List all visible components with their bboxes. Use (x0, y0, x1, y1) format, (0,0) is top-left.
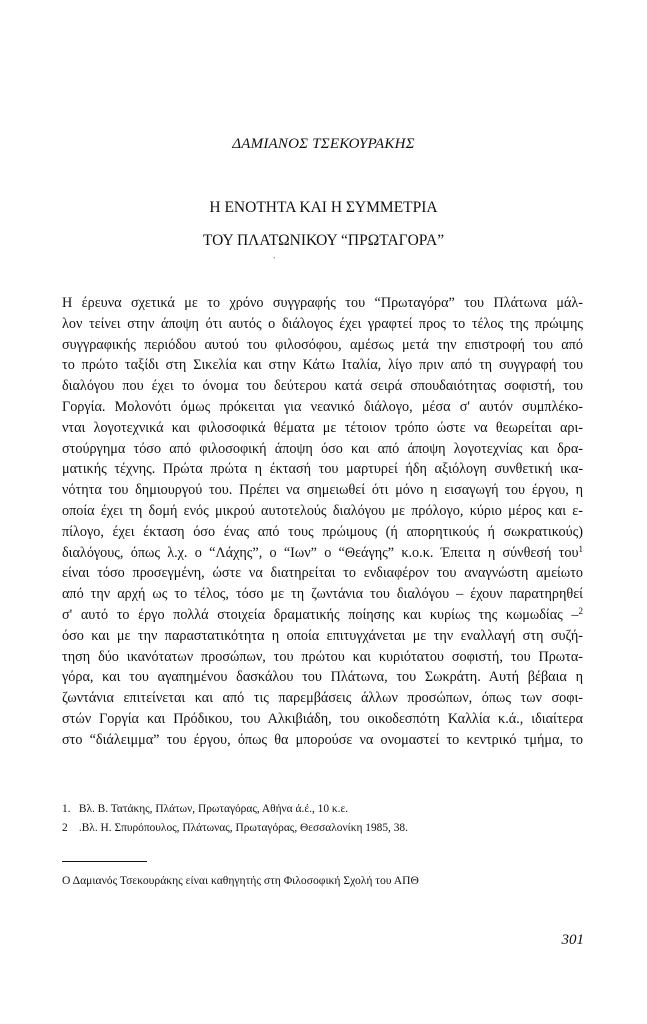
body-line-13-text: διαλόγους, όπως λ.χ. ο “Λάχης”, ο “Ιων” ο “Θεάγης” κ.ο.κ. Έπειτα η σύνθεσή του (62, 544, 579, 561)
body-text (62, 293, 583, 751)
footnote-1-number: 1. (62, 803, 71, 815)
footnote-ref-1: 1 (578, 543, 583, 554)
footnote-2-text: .Βλ. Η. Σπυρόπουλος, Πλάτωνας, Πρωταγόρας, Θεσσαλονίκη 1985, 38. (78, 822, 408, 834)
body-line-14: είναι τόσο προσεγμένη, ώστε να διατηρείται το ενδιαφέρον του αναγνώστη αμείωτο (62, 565, 583, 582)
body-line-20: ζωντάνια επιτείνεται και από τις παρεμβάσεις άλλων προσώπων, όπως των σοφι- (62, 690, 583, 707)
body-line-15: από την αρχή ως το τέλος, τόσο με τη ζωντάνια του διαλόγου – έχουν παρατηρηθεί (62, 586, 583, 603)
stray-mark: ` (273, 256, 276, 265)
body-line-18: τηση δύο ικανότατων προσώπων, του πρώτου και κυριότατου σοφιστή, του Πρωτα- (62, 648, 583, 665)
body-line-21: στών Γοργία και Πρόδικου, του Αλκιβιάδη, του οικοδεσπότη Καλλία κ.ά., ιδιαίτερα (62, 710, 583, 727)
footnote-ref-2: 2 (578, 605, 583, 616)
body-line-8: στούργημα τόσο από φιλοσοφική άποψη όσο και από άποψη λογοτεχνίας και δρα- (62, 440, 583, 457)
author-affiliation: Ο Δαμιανός Τσεκουράκης είναι καθηγητής στη Φιλοσοφική Σχολή του ΑΠΘ (62, 874, 419, 887)
body-line-1: Η έρευνα σχετικά με το χρόνο συγγραφής του “Πρωταγόρα” του Πλάτωνα μάλ- (62, 295, 583, 311)
footnote-1 (62, 800, 583, 819)
body-line-19: γόρα, και του αγαπημένου δασκάλου του Πλάτωνα, του Σωκράτη. Αυτή βέβαια η (62, 669, 583, 686)
footnote-2-number: 2 (62, 822, 68, 834)
article-title-line-2: ΤΟΥ ΠΛΑΤΩΝΙΚΟΥ “ΠΡΩΤΑΓΟΡΑ” (202, 232, 445, 249)
body-line-12: πίλογο, έχει έκταση όσο ένας από τους πρώιμους (ή απορητικούς ή σωκρατικούς) (62, 523, 583, 540)
body-line-4: το πρώτο ταξίδι στη Σικελία και στην Κάτω Ιταλία, λίγο πριν από τη συγγραφή του (62, 357, 583, 374)
footnote-divider (62, 861, 147, 862)
body-line-7: νται λογοτεχνικά και φιλοσοφικά θέματα με τέτοιον τρόπο ώστε να θεωρείται αρι- (62, 419, 583, 436)
body-line-10: νότητα του δημιουργού του. Πρέπει να σημειωθεί ότι μόνο η εισαγωγή του έργου, η (62, 482, 583, 499)
body-line-22: στο “διάλειμμα” του έργου, όπως θα μπορούσε να ονομαστεί το κεντρικό τμήμα, το (62, 731, 583, 748)
footnotes (62, 800, 583, 838)
body-line-5: διαλόγου που έχει το όνομα του δεύτερου κατά σειρά σπουδαιότητας σοφιστή, του (62, 378, 583, 395)
body-line-13 (62, 543, 583, 564)
body-line-17: όσο και με την παραστατικότητα η οποία επιτυγχάνεται με την εναλλαγή στη συζή- (62, 627, 583, 644)
body-line-9: ματικής τέχνης. Πρώτα πρώτα η έκτασή του μαρτυρεί ήδη αξιόλογη συνθετική ικα- (62, 461, 583, 478)
body-line-2: λον τείνει στην άποψη ότι αυτός ο διάλογος έχει γραφτεί προς το τέλος της πρώιμης (62, 315, 583, 332)
author-name: ΔΑΜΙΑΝΟΣ ΤΣΕΚΟΥΡΑΚΗΣ (232, 136, 415, 152)
footnote-2 (62, 819, 583, 838)
footnote-1-text: Βλ. Β. Τατάκης, Πλάτων, Πρωταγόρας, Αθήνα ά.έ., 10 κ.ε. (78, 803, 349, 815)
page-number: 301 (561, 932, 584, 948)
body-line-16 (62, 605, 583, 626)
body-line-11: οποία έχει τη δομή ενός μικρού αυτοτελούς διαλόγου με πρόλογο, κύριο μέρος και ε- (62, 502, 583, 519)
body-line-16-text: σ' αυτό το έργο πολλά στοιχεία δραματικής ποίησης και κυρίως της κωμωδίας – (62, 606, 579, 623)
body-line-3: συγγραφικής περιόδου αυτού του φιλοσόφου, αμέσως μετά την επιστροφή του από (62, 336, 583, 353)
article-title-line-1: Η ΕΝΟΤΗΤΑ ΚΑΙ Η ΣΥΜΜΕΤΡΙΑ (209, 199, 438, 216)
body-line-6: Γοργία. Μολονότι όμως πρόκειται για νεανικό διάλογο, μέσα σ' αυτόν συμπλέκο- (62, 398, 583, 415)
